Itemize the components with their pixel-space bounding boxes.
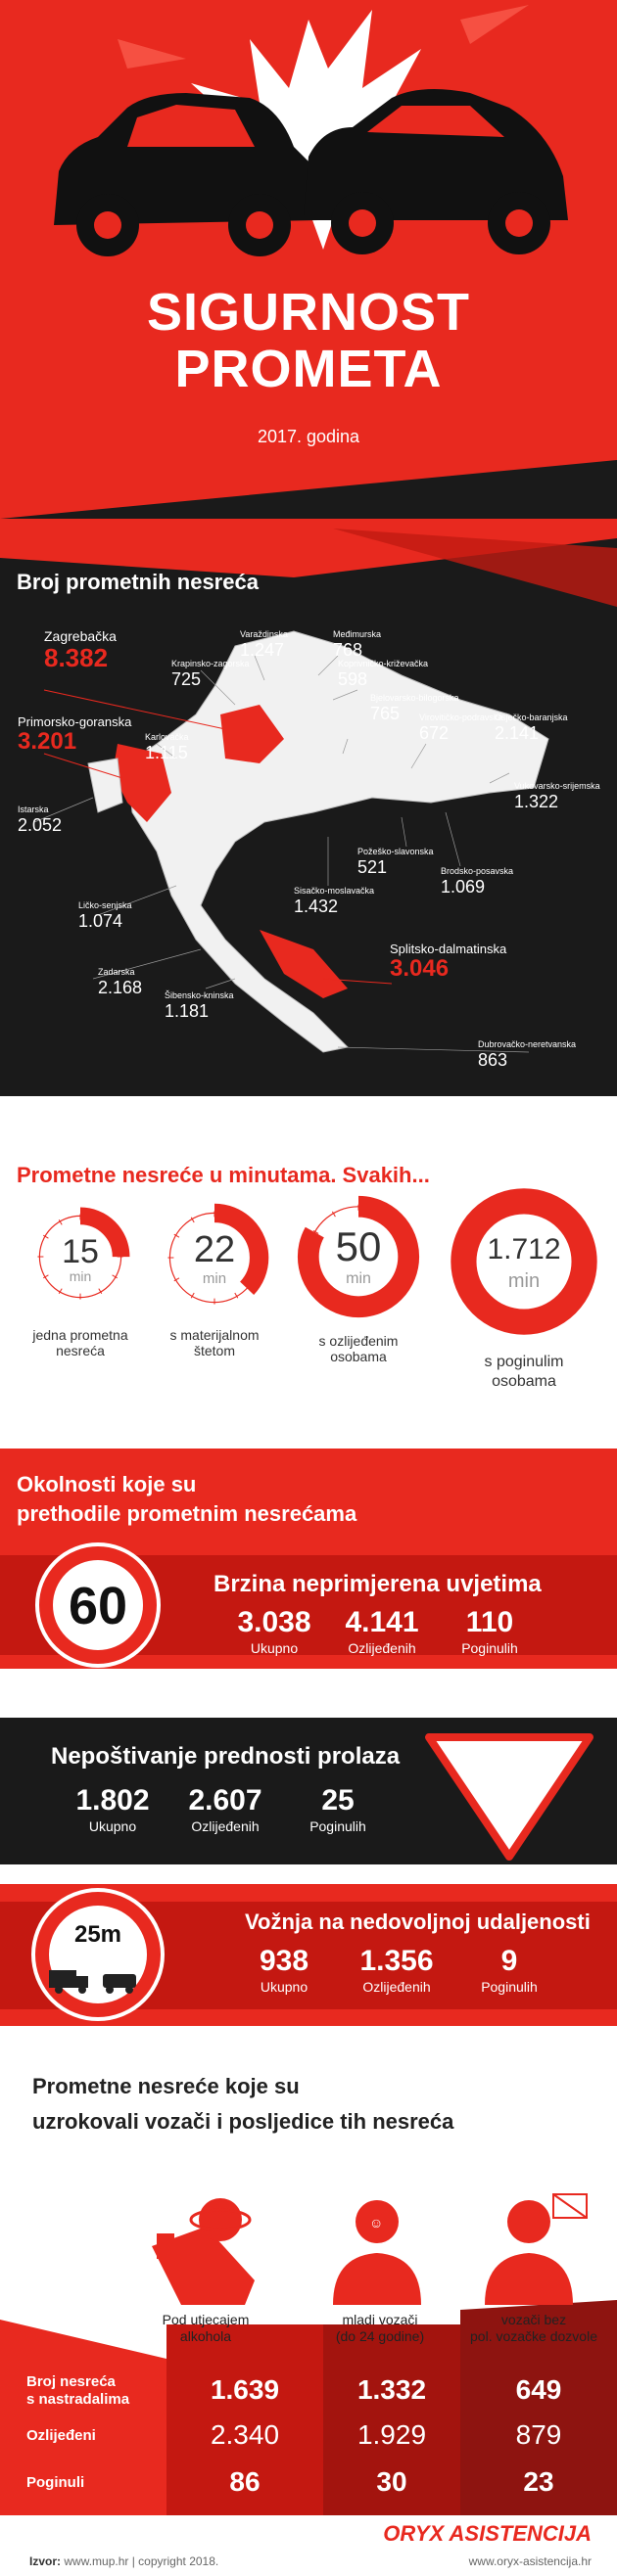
priority-band — [0, 1718, 617, 1864]
county-sisacko-moslavacka: Sisačko-moslavačka 1.432 — [294, 886, 375, 916]
column-alcohol: Pod utjecajem alkohola — [162, 2312, 250, 2344]
county-dubrovacko-neretvanska: Dubrovačko-neretvanska 863 — [478, 1039, 577, 1070]
distance-injured: 1.356 Ozlijeđenih — [359, 1945, 434, 1995]
clock-injured — [296, 1194, 421, 1319]
county-koprivnicko-krizevacka: Koprivničko-križevačka 598 — [338, 659, 429, 689]
county-istarska: Istarska 2.052 — [18, 805, 63, 835]
distance-band — [0, 1884, 617, 2026]
county-viroviticko-podravska: Virovitičko-podravska 672 — [419, 713, 503, 743]
clock-unit: min — [346, 1270, 371, 1287]
cell-alcohol-killed: 86 — [229, 2466, 261, 2497]
cell-alcohol-accidents: 1.639 — [210, 2374, 280, 2405]
map-title: Broj prometnih nesreća — [17, 570, 259, 594]
county-zadarska: Zadarska 2.168 — [98, 967, 143, 997]
clock-value: 15 — [62, 1233, 99, 1270]
county-krapinsko-zagorska: Krapinsko-zagorska 725 — [171, 659, 250, 689]
speed-sign-number: 60 — [68, 1577, 128, 1635]
county-sibensko-kninska: Šibensko-kninska 1.181 — [165, 990, 234, 1021]
clock-killed — [449, 1186, 599, 1337]
clock-unit: min — [202, 1270, 227, 1287]
column-young-drivers: mladi vozači (do 24 godine) — [335, 2312, 425, 2344]
priority-title: Nepoštivanje prednosti prolaza — [51, 1743, 401, 1770]
unlicensed-driver-icon — [485, 2194, 587, 2305]
title-line-2: PROMETA — [174, 340, 443, 398]
distance-sign-label: 25m — [73, 1921, 122, 1948]
young-driver-icon — [333, 2200, 421, 2305]
clock-value: 50 — [335, 1223, 382, 1269]
county-licko-senjska: Ličko-senjska 1.074 — [78, 900, 132, 931]
speed-band — [0, 1541, 617, 1669]
accidents-map-section — [0, 519, 617, 1096]
row-label-injured: Ozlijeđeni — [26, 2427, 96, 2444]
clock-caption: jedna prometna nesreća — [32, 1327, 128, 1358]
clock-material-damage — [159, 1202, 270, 1313]
cell-young-killed: 30 — [376, 2466, 407, 2497]
speed-injured: 4.141 Ozlijeđenih — [345, 1606, 419, 1656]
clock-unit: min — [507, 1270, 541, 1292]
clock-value: 22 — [193, 1229, 236, 1270]
speed-title: Brzina neprimjerena uvjetima — [214, 1571, 542, 1597]
minutes-title: Prometne nesreće u minutama. Svakih... — [17, 1163, 430, 1187]
county-vukovarsko-srijemska: Vukovarsko-srijemska 1.322 — [514, 781, 600, 811]
minutes-section — [0, 1096, 617, 1449]
clock-accident — [29, 1206, 131, 1308]
priority-total: 1.802 Ukupno — [75, 1784, 150, 1834]
row-label-killed: Poginuli — [26, 2474, 85, 2491]
distance-title: Vožnja na nedovoljnoj udaljenosti — [245, 1909, 591, 1934]
county-pozesko-slavonska: Požeško-slavonska 521 — [357, 847, 434, 877]
column-no-licence: vozači bez pol. vozačke dozvole — [470, 2312, 597, 2344]
year-label: 2017. godina — [257, 427, 360, 446]
oryx-logo: ORYX ASISTENCIJA — [383, 2521, 592, 2546]
cell-young-accidents: 1.332 — [356, 2374, 427, 2405]
title-line-1: SIGURNOST — [146, 283, 471, 342]
speed-total: 3.038 Ukupno — [237, 1606, 311, 1656]
county-medimurska: Međimurska 768 — [333, 629, 382, 660]
cell-nolicence-accidents: 649 — [515, 2374, 562, 2405]
drivers-title: Prometne nesreće koje su uzrokovali vozači i posljedice tih nesreća — [32, 2074, 454, 2134]
clock-unit: min — [69, 1268, 92, 1284]
distance-total: 938 Ukupno — [259, 1945, 309, 1995]
cell-nolicence-injured: 879 — [515, 2419, 562, 2450]
circumstances-title: Okolnosti koje su prethodile prometnim nesrećama — [17, 1472, 357, 1526]
county-brodsko-posavska: Brodsko-posavska 1.069 — [441, 866, 514, 897]
cell-young-injured: 1.929 — [356, 2419, 427, 2450]
circumstances-header — [0, 1449, 617, 1541]
clock-caption: s ozlijeđenim osobama — [318, 1333, 399, 1364]
speed-killed: 110 Poginulih — [461, 1606, 518, 1656]
hero-section — [0, 0, 617, 519]
cell-nolicence-killed: 23 — [523, 2466, 554, 2497]
county-karlovacka: Karlovačka 1.115 — [145, 732, 189, 762]
county-bjelovarsko-bilogorska: Bjelovarsko-bilogorska 765 — [370, 693, 459, 723]
alcohol-driver-icon — [152, 2198, 255, 2305]
county-splitsko-dalmatinska: Splitsko-dalmatinska 3.046 — [390, 942, 507, 982]
priority-injured: 2.607 Ozlijeđenih — [188, 1784, 262, 1834]
priority-killed: 25 Poginulih — [309, 1784, 366, 1834]
source-footer: Izvor: www.mup.hr | copyright 2018. — [29, 2554, 219, 2568]
row-label-accidents: Broj nesreća s nastradalima — [26, 2373, 130, 2408]
clock-caption: s poginulim osobama — [484, 1354, 564, 1390]
county-zagrebacka: Zagrebačka 8.382 — [44, 628, 117, 672]
drivers-section — [0, 2026, 617, 2576]
svg-text:☺: ☺ — [369, 2215, 384, 2231]
cell-alcohol-injured: 2.340 — [210, 2419, 280, 2450]
clock-caption: s materijalnom štetom — [169, 1327, 260, 1358]
county-primorsko-goranska: Primorsko-goranska 3.201 — [18, 714, 132, 755]
county-varazdinska: Varaždinska 1.247 — [240, 629, 288, 660]
distance-killed: 9 Poginulih — [481, 1945, 538, 1995]
website-link[interactable]: www.oryx-asistencija.hr — [468, 2554, 592, 2568]
county-osjecko-baranjska: Osječko-baranjska 2.141 — [495, 713, 568, 743]
clock-value: 1.712 — [487, 1233, 561, 1265]
page-title — [0, 284, 617, 397]
